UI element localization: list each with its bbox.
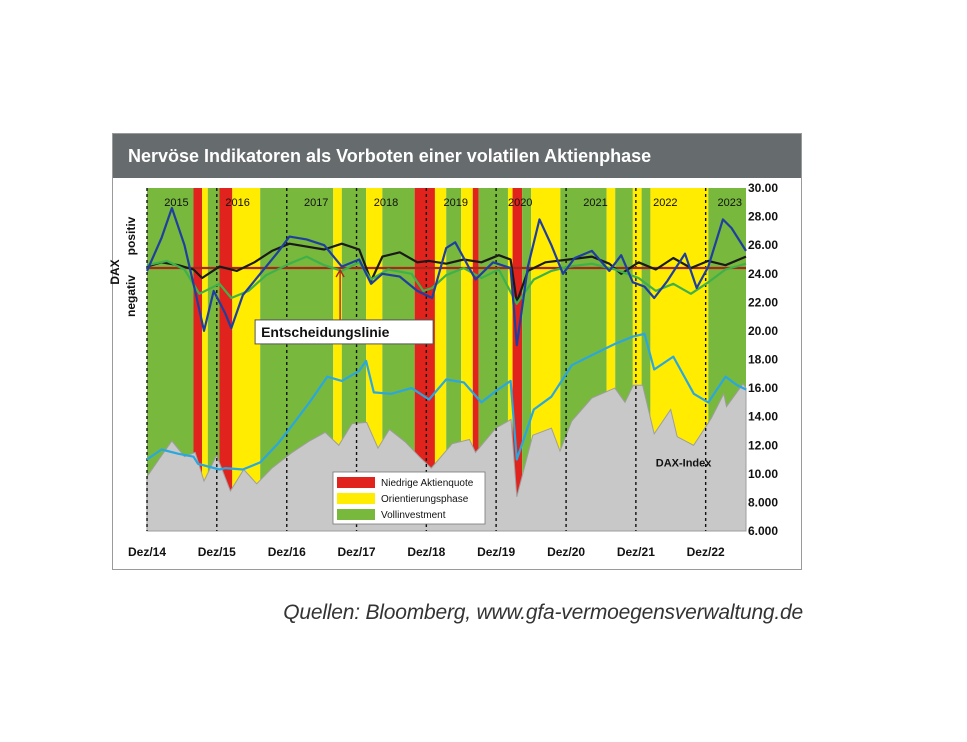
chart-figure (108, 133, 802, 570)
y-tick-4: 14.00 (748, 409, 779, 424)
legend-swatch-2 (337, 509, 375, 520)
y-tick-12: 30.00 (748, 181, 779, 195)
year-label-2022: 2022 (653, 197, 678, 209)
decision-line-label: Entscheidungslinie (261, 323, 390, 340)
y-tick-6: 18.00 (748, 352, 779, 367)
y-tick-0: 6.000 (748, 524, 779, 538)
x-tick-8: Dez/22 (686, 545, 725, 559)
x-tick-2: Dez/16 (267, 545, 306, 559)
x-tick-0: Dez/14 (127, 545, 167, 559)
y-tick-5: 16.00 (748, 381, 779, 396)
year-label-2017: 2017 (303, 197, 329, 209)
y-tick-3: 12.00 (748, 438, 779, 453)
source-note: Quellen: Bloomberg, www.gfa-vermoegensverwaltung.de (283, 601, 803, 624)
x-tick-4: Dez/18 (407, 545, 446, 559)
y-label-negativ: negativ (124, 274, 138, 318)
y-tick-8: 22.00 (748, 295, 779, 310)
y-tick-9: 24.00 (748, 266, 779, 281)
y-tick-10: 26.00 (748, 238, 779, 253)
year-label-2016: 2016 (225, 197, 250, 209)
y-tick-1: 8.000 (748, 495, 779, 510)
x-tick-5: Dez/19 (477, 545, 516, 559)
y-tick-11: 28.00 (748, 209, 779, 224)
y-label-dax: DAX (108, 259, 122, 285)
year-label-2021: 2021 (583, 197, 608, 209)
year-label-2015: 2015 (164, 197, 189, 209)
legend-label-0: Niedrige Aktienquote (381, 478, 474, 489)
chart-title: Nervöse Indikatoren als Vorboten einer volatilen Aktienphase (113, 134, 801, 178)
x-tick-1: Dez/15 (197, 545, 236, 559)
y-tick-7: 20.00 (748, 323, 779, 338)
chart-svg (108, 178, 801, 569)
annotation-0: DAX-Index (655, 457, 712, 470)
year-label-2018: 2018 (373, 197, 399, 209)
x-tick-6: Dez/20 (547, 545, 586, 559)
y-label-positiv: positiv (124, 216, 138, 256)
year-label-2020: 2020 (507, 197, 533, 209)
x-tick-3: Dez/17 (337, 545, 376, 559)
x-tick-7: Dez/21 (616, 545, 655, 559)
legend-swatch-1 (337, 493, 375, 504)
y-tick-2: 10.00 (748, 466, 779, 481)
year-label-2023: 2023 (717, 197, 742, 209)
legend-label-2: Vollinvestment (381, 510, 446, 521)
year-label-2019: 2019 (443, 197, 469, 209)
legend-swatch-0 (337, 477, 375, 488)
legend-label-1: Orientierungsphase (381, 494, 469, 505)
